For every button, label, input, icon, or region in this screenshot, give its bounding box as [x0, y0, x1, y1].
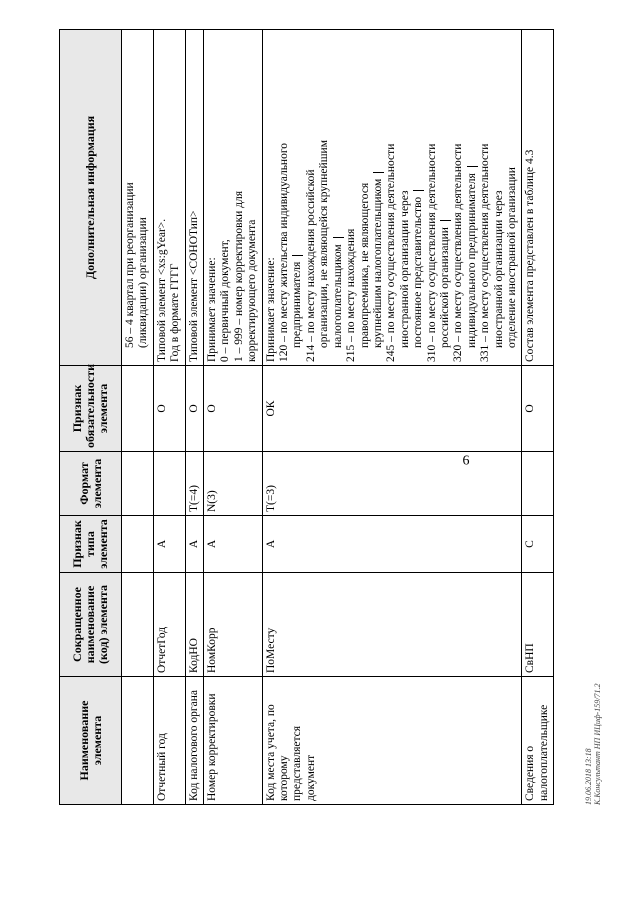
cell-element-code: НомКорр	[204, 573, 263, 677]
info-line	[412, 33, 425, 362]
info-line-text: Принимает значение:	[206, 257, 219, 362]
header-element-name: Наименование элемента	[60, 677, 122, 805]
info-line	[265, 33, 278, 362]
info-line	[206, 33, 219, 362]
info-line-text: Состав элемента представлен в таблице 4.3	[524, 149, 537, 362]
text-cursor-mark	[373, 172, 384, 173]
table-row	[522, 30, 554, 805]
info-line-text: 1 – 999 – номер корректировки для	[232, 190, 245, 362]
table-row	[122, 30, 154, 805]
info-line-text: Год в формате ГГГГ	[169, 263, 182, 362]
table-row	[262, 30, 522, 805]
table-header-row	[60, 30, 122, 805]
info-line-text: 215 – по месту нахождения	[345, 228, 358, 362]
info-line-text: постоянное представительство	[412, 196, 425, 348]
table-row	[204, 30, 263, 805]
cell-element-required: О	[522, 366, 554, 452]
cell-additional-info	[204, 30, 263, 366]
info-line-text: 245 – по месту осуществления деятельности	[385, 143, 398, 362]
info-line-text: Типовой элемент <xs:gYear>.	[155, 218, 168, 362]
header-element-required: Признак обязательности элемента	[60, 366, 122, 452]
footer-line: К.Консультант НП ИЦиф-159/71.2	[593, 683, 602, 805]
cell-element-name: Код места учета, по которому представляется документ	[262, 677, 522, 805]
info-line-text: иностранной организации через	[492, 190, 505, 348]
info-line	[332, 33, 345, 362]
info-line-text: 0 – первичный документ,	[219, 239, 232, 362]
info-line-text: крупнейшим налогоплательщиком	[371, 178, 384, 348]
text-cursor-mark	[440, 220, 451, 221]
info-line	[493, 33, 506, 362]
cell-element-format: N(3)	[204, 452, 263, 516]
info-line	[291, 33, 304, 362]
info-line-text: Принимает значение:	[264, 257, 277, 362]
info-line-text: отделение иностранной организации	[505, 167, 518, 348]
header-additional-info: Дополнительная информация	[60, 30, 122, 366]
cell-element-code	[122, 573, 154, 677]
info-line-text: 56 – 4 квартал при реорганизации	[124, 182, 136, 348]
text-cursor-mark	[413, 190, 424, 191]
header-element-code: Сокращенное наименование (код) элемента	[60, 573, 122, 677]
info-line-text: корректирующего документа	[246, 219, 259, 362]
cell-element-required	[122, 366, 154, 452]
info-line-text: индивидуального предпринимателя	[465, 173, 478, 348]
cell-element-type: А	[185, 516, 203, 573]
info-line-text: правопреемника, не являющегося	[358, 182, 371, 348]
header-element-type: Признак типа элемента	[60, 516, 122, 573]
cell-element-type	[122, 516, 154, 573]
cell-element-type: А	[204, 516, 263, 573]
info-line	[305, 33, 318, 362]
info-line	[372, 33, 385, 362]
cell-element-name: Код налогового органа	[185, 677, 203, 805]
info-line-text: 331 – по месту осуществления деятельности	[479, 143, 492, 362]
info-line	[426, 33, 439, 362]
cell-element-name	[122, 677, 154, 805]
cell-element-format	[153, 452, 185, 516]
info-line	[479, 33, 492, 362]
cell-element-format: T(=3)	[262, 452, 522, 516]
info-line	[137, 33, 150, 362]
cell-element-type: А	[153, 516, 185, 573]
page-number: 6	[462, 453, 470, 469]
cell-element-code: КодНО	[185, 573, 203, 677]
document-footer	[584, 684, 602, 805]
info-line	[188, 33, 201, 362]
text-cursor-mark	[333, 237, 344, 238]
info-line	[169, 33, 182, 362]
cell-element-required: О	[204, 366, 263, 452]
info-line	[524, 33, 537, 362]
info-line	[246, 33, 259, 362]
info-line-text: 320 – по месту осуществления деятельности	[452, 143, 465, 362]
info-line-text: предпринимателя	[291, 261, 304, 348]
info-line	[124, 33, 137, 362]
info-line	[439, 33, 452, 362]
cell-element-required: О	[153, 366, 185, 452]
cell-element-type: С	[522, 516, 554, 573]
table-row	[153, 30, 185, 805]
elements-table	[59, 29, 554, 805]
info-line-text: налогоплательщиком	[331, 244, 344, 348]
cell-additional-info	[262, 30, 522, 366]
cell-additional-info	[153, 30, 185, 366]
info-line-text: иностранной организации через	[398, 190, 411, 348]
cell-element-name: Номер корректировки	[204, 677, 263, 805]
info-line-text: российской организации	[438, 227, 451, 348]
info-line	[359, 33, 372, 362]
text-cursor-mark	[292, 255, 303, 256]
cell-element-required: ОК	[262, 366, 522, 452]
cell-additional-info	[522, 30, 554, 366]
info-line-text: 214 – по месту нахождения российской	[304, 169, 317, 362]
info-line	[399, 33, 412, 362]
cell-element-name: Отчетный год	[153, 677, 185, 805]
info-line-text: 120 – по месту жительства индивидуального	[278, 142, 291, 362]
info-line	[318, 33, 331, 362]
info-line-text: 310 – по месту осуществления деятельности	[425, 143, 438, 362]
cell-additional-info	[185, 30, 203, 366]
header-element-format: Формат элемента	[60, 452, 122, 516]
cell-element-required: О	[185, 366, 203, 452]
cell-element-format	[522, 452, 554, 516]
info-line	[278, 33, 291, 362]
info-line	[156, 33, 169, 362]
info-line	[345, 33, 358, 362]
cell-element-format: T(=4)	[185, 452, 203, 516]
cell-additional-info	[122, 30, 154, 366]
cell-element-format	[122, 452, 154, 516]
info-line	[233, 33, 246, 362]
info-line-text: организации, не являющейся крупнейшим	[318, 140, 331, 348]
info-line	[385, 33, 398, 362]
info-line	[466, 33, 479, 362]
text-cursor-mark	[467, 166, 478, 167]
info-line	[506, 33, 519, 362]
info-line-text: Типовой элемент <СОНОТип>	[187, 210, 200, 362]
info-line	[219, 33, 232, 362]
info-line	[452, 33, 465, 362]
cell-element-name: Сведения о налогоплательщике	[522, 677, 554, 805]
cell-element-type: А	[262, 516, 522, 573]
cell-element-code: ПоМесту	[262, 573, 522, 677]
table-row	[185, 30, 203, 805]
cell-element-code: ОтчетГод	[153, 573, 185, 677]
info-line-text: (ликвидации) организации	[137, 217, 150, 348]
cell-element-code: СвНП	[522, 573, 554, 677]
footer-line: 19.06.2018 13:18	[584, 748, 593, 805]
